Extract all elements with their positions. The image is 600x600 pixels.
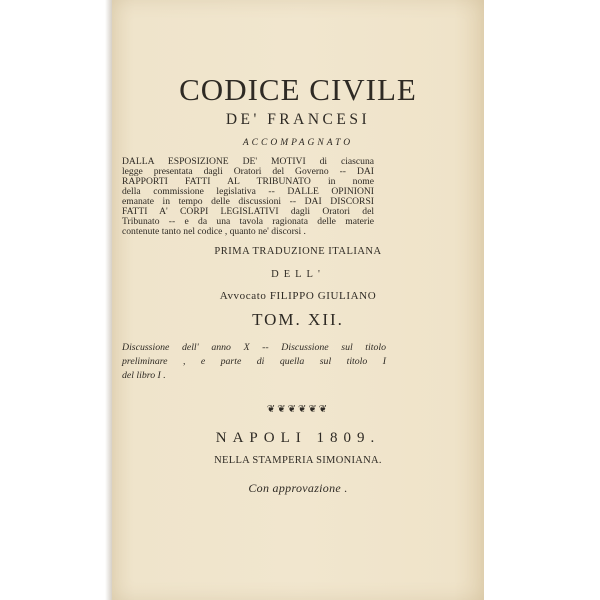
discussion-line: del libro I . xyxy=(122,370,166,381)
accompagnato-line: ACCOMPAGNATO xyxy=(242,138,354,148)
discussion-line: Discussione dell' anno X -- Discussione sul titolo xyxy=(122,342,386,353)
printer-line: NELLA STAMPERIA SIMONIANA. xyxy=(214,455,382,466)
description-line: legge presentata dagli Oratori del Governo -- DAI xyxy=(122,166,374,177)
description-line: della commissione legislativa -- DALLE OPINIONI xyxy=(122,186,374,197)
translation-line: PRIMA TRADUZIONE ITALIANA xyxy=(214,246,382,257)
description-line: DALLA ESPOSIZIONE DE' MOTIVI di ciascuna xyxy=(122,156,374,167)
book-subtitle: DE' FRANCESI xyxy=(225,111,371,128)
description-line: RAPPORTI FATTI AL TRIBUNATO in nome xyxy=(122,176,374,187)
author-line: Avvocato FILIPPO GIULIANO xyxy=(219,290,377,302)
description-line: Tribunato -- e da una tavola ragionata delle materie xyxy=(122,216,374,227)
dell-line: DELL' xyxy=(271,269,325,280)
description-line: emanate in tempo delle discussioni -- DAI DISCORSI xyxy=(122,196,374,207)
description-line: contenute tanto nel codice , quanto ne' discorsi . xyxy=(122,226,306,237)
ornament-divider: ❦❦❦❦❦❦ xyxy=(266,404,330,415)
description-line: FATTI A' CORPI LEGISLATIVI dagli Oratori del xyxy=(122,206,374,217)
place-date: NAPOLI 1809. xyxy=(215,430,381,446)
volume-number: TOM. XII. xyxy=(252,310,344,329)
approval-line: Con approvazione . xyxy=(248,481,348,495)
book-title: CODICE CIVILE xyxy=(179,72,417,107)
title-page xyxy=(112,0,484,600)
discussion-line: preliminare , e parte di quella sul titolo I xyxy=(122,356,386,367)
